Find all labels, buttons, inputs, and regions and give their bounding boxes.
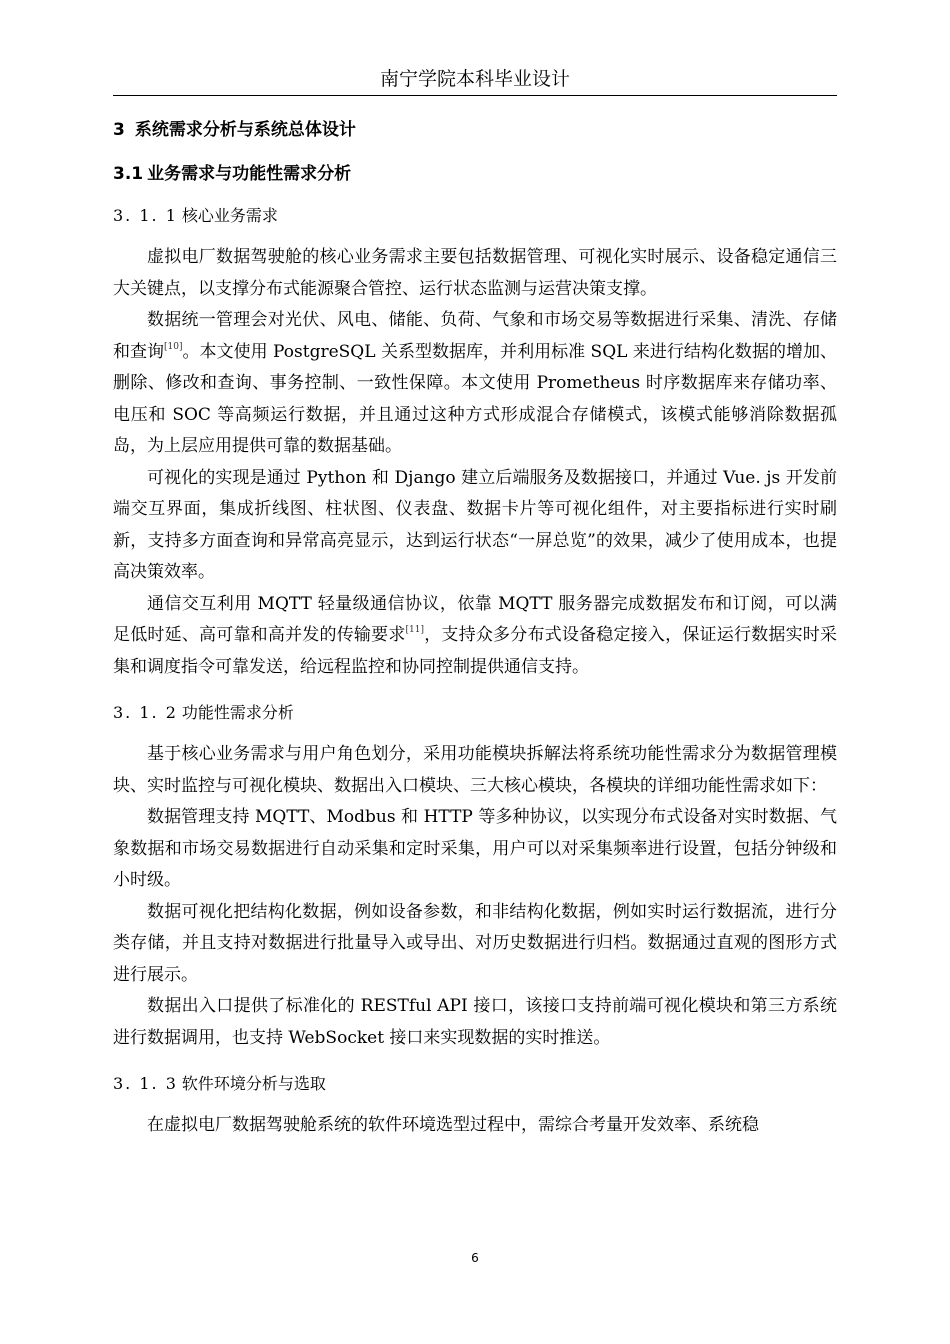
subsection-heading: [113, 701, 837, 725]
paragraph-text: 通信交互利用 MQTT 轻量级通信协议，依靠 MQTT 服务器完成数据发布和订阅，可以满足低时延、高可靠和高并发的传输要求: [113, 593, 837, 645]
section-heading: [113, 162, 837, 186]
paragraph-text: 数据统一管理会对光伏、风电、储能、负荷、气象和市场交易等数据进行采集、清洗、存储和查询: [113, 310, 837, 362]
body-paragraph: [113, 1110, 837, 1142]
paragraph-text: 。本文使用 PostgreSQL 关系型数据库，并利用标准 SQL 来进行结构化数据的增加、删除、修改和查询、事务控制、一致性保障。本文使用 Prometheus 时序数据库来存储功率、电压和 SOC 等高频运行数据，并且通过这种方式形成混合存储模式，该模式能够消除数据孤岛，为上层应用提供可靠的数据基础。: [113, 341, 837, 456]
body-paragraph: [113, 739, 837, 802]
body-paragraph: [113, 897, 837, 992]
paragraph-text: 数据可视化把结构化数据，例如设备参数，和非结构化数据，例如实时运行数据流，进行分类存储，并且支持对数据进行批量导入或导出、对历史数据进行归档。数据通过直观的图形方式进行展示。: [113, 901, 837, 985]
subsection-number: 3. 1. 2: [113, 703, 178, 722]
page-content: [113, 118, 837, 1142]
paragraph-text: 在虚拟电厂数据驾驶舱系统的软件环境选型过程中，需综合考量开发效率、系统稳: [147, 1115, 759, 1135]
section-title: 业务需求与功能性需求分析: [147, 164, 352, 184]
citation-marker: [10]: [164, 341, 183, 352]
body-paragraph: [113, 463, 837, 589]
subsection-heading: [113, 204, 837, 228]
subsection-number: 3. 1. 3: [113, 1074, 178, 1093]
paragraph-text: 数据出入口提供了标准化的 RESTful API 接口，该接口支持前端可视化模块和第三方系统进行数据调用，也支持 WebSocket 接口来实现数据的实时推送。: [113, 996, 837, 1048]
body-paragraph: [113, 589, 837, 684]
paragraph-text: 虚拟电厂数据驾驶舱的核心业务需求主要包括数据管理、可视化实时展示、设备稳定通信三大关键点，以支撑分布式能源聚合管控、运行状态监测与运营决策支撑。: [113, 247, 837, 299]
subsection-heading: [113, 1072, 837, 1096]
page-number: 6: [471, 1251, 479, 1265]
chapter-heading: [113, 118, 837, 142]
subsection-number: 3. 1. 1: [113, 206, 178, 225]
body-paragraph: [113, 991, 837, 1054]
subsection-title: 功能性需求分析: [181, 703, 294, 722]
citation-marker: [11]: [405, 625, 425, 635]
body-paragraph: [113, 802, 837, 897]
chapter-title: 系统需求分析与系统总体设计: [134, 120, 356, 140]
subsection-title: 核心业务需求: [181, 206, 278, 225]
paragraph-text: 基于核心业务需求与用户角色划分，采用功能模块拆解法将系统功能性需求分为数据管理模块、实时监控与可视化模块、数据出入口模块、三大核心模块，各模块的详细功能性需求如下：: [113, 744, 837, 796]
paragraph-text: ，支持众多分布式设备稳定接入，保证运行数据实时采集和调度指令可靠发送，给远程监控和协同控制提供通信支持。: [113, 625, 837, 677]
body-paragraph: [113, 242, 837, 305]
paragraph-text: 可视化的实现是通过 Python 和 Django 建立后端服务及数据接口，并通过 Vue. js 开发前端交互界面，集成折线图、柱状图、仪表盘、数据卡片等可视化组件，对主要指标进行实时刷新，支持多方面查询和异常高亮显示，达到运行状态“一屏总览”的效果，减少了使用成本，也提高决策效率。: [113, 467, 837, 582]
body-paragraph: [113, 305, 837, 463]
header-rule: [113, 95, 837, 96]
section-number: 3.1: [113, 164, 144, 184]
paragraph-text: 数据管理支持 MQTT、Modbus 和 HTTP 等多种协议，以实现分布式设备对实时数据、气象数据和市场交易数据进行自动采集和定时采集，用户可以对采集频率进行设置，包括分钟级和小时级。: [113, 807, 837, 890]
running-header: 南宁学院本科毕业设计: [379, 68, 570, 90]
subsection-title: 软件环境分析与选取: [181, 1074, 326, 1093]
chapter-number: 3: [113, 120, 125, 140]
